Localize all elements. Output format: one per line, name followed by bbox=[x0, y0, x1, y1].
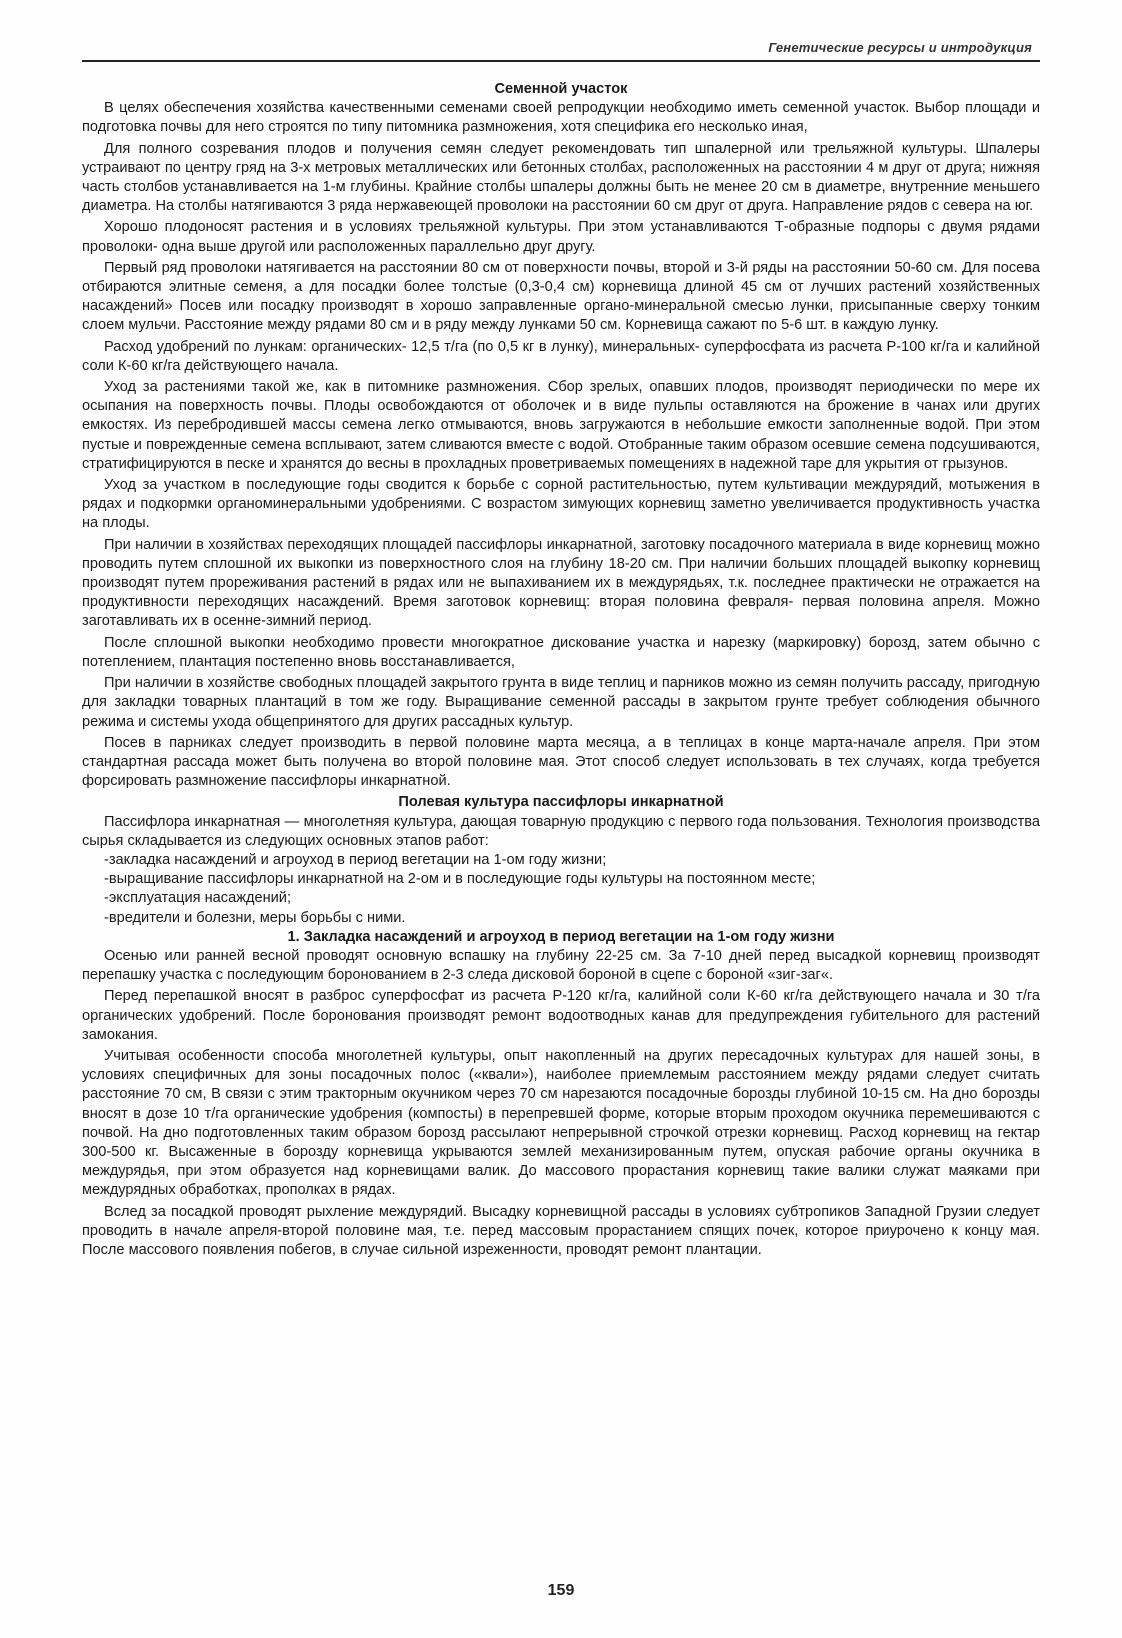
paragraph: Уход за растениями такой же, как в питомнике размножения. Сбор зрелых, опавших плодов, производят периодически по мере их осыпания на поверхность почвы. Плоды освобождаются от оболочек и в виде пульпы оставляются на брожение в чанах или других емкостях. Из перебродившей массы семена легко отмываются, вновь загружаются в небольшие емкости заполненные водой. При этом пустые и поврежденные семена всплывают, затем сливаются вместе с водой. Отобранные таким образом осевшие семена подсушиваются, стратифицируются в песке и хранятся до весны в прохладных проветриваемых помещениях в надежной таре для укрытия от грызунов. bbox=[82, 379, 1040, 472]
running-head: Генетические ресурсы и интродукция bbox=[768, 40, 1032, 55]
section-heading-seed-plot: Семенной участок bbox=[494, 81, 628, 97]
section-heading-planting: 1. Закладка насаждений и агроуход в период вегетации на 1-ом году жизни bbox=[287, 928, 835, 945]
list-item: -закладка насаждений и агроуход в период вегетации на 1-ом году жизни; bbox=[104, 851, 607, 868]
paragraph: Пассифлора инкарнатная — многолетняя культура, дающая товарную продукцию с первого года пользования. Технология производства сырья складывается из следующих основных этапов работ: bbox=[82, 813, 1040, 849]
paragraph: При наличии в хозяйствах переходящих площадей пассифлоры инкарнатной, заготовку посадочного материала в виде корневищ можно проводить путем сплошной их выкопки из поверхностного слоя на глубину 18-20 см. При наличии больших площадей выкопку корневищ производят путем прореживания растений в рядах или не выпахиванием их в междурядьях, т.к. последнее практически не отражается на продуктивности переходящих насаждений. Время заготовок корневищ: вторая половина февраля- первая половина апреля. Можно заготавливать их в осенне-зимний период. bbox=[82, 536, 1040, 630]
paragraph: Посев в парниках следует производить в первой половине марта месяца, а в теплицах в конце марта-начале апреля. При этом стандартная рассада может быть получена во второй половине мая. Этот способ следует использовать в тех случаях, когда требуется форсировать размножение пассифлоры инкарнатной. bbox=[82, 734, 1040, 790]
list-item: -вредители и болезни, меры борьбы с ними. bbox=[104, 909, 406, 926]
paragraph: Хорошо плодоносят растения и в условиях трельяжной культуры. При этом устанавливаются Т-образные подпоры с двумя рядами проволоки- одна выше другой или расположенных параллельно друг другу. bbox=[82, 219, 1040, 255]
paragraph: После сплошной выкопки необходимо провести многократное дискование участка и нарезку (маркировку) борозд, затем обычно с потеплением, плантация постепенно вновь восстанавливается, bbox=[82, 634, 1040, 670]
header-rule bbox=[82, 60, 1040, 62]
paragraph: Вслед за посадкой проводят рыхление междурядий. Высадку корневищной рассады в условиях субтропиков Западной Грузии следует проводить в начале апреля-второй половине мая, т.е. перед массовым прорастанием спящих почек, которое приурочено к концу мая. После массового появления побегов, в случае сильной изреженности, проводят ремонт плантации. bbox=[82, 1203, 1040, 1258]
list-item: -эксплуатация насаждений; bbox=[104, 890, 292, 907]
paragraph: Осенью или ранней весной проводят основную вспашку на глубину 22-25 см. За 7-10 дней перед высадкой корневищ производят перепашку участка с последующим боронованием в 2-3 следа дисковой бороной в сцепе с бороной «зиг-заг«. bbox=[82, 947, 1040, 984]
paragraph: Учитывая особенности способа многолетней культуры, опыт накопленный на других пересадочных культурах для нашей зоны, в условиях специфичных для зоны посадочных полос («квали»), наиболее приемлемым расстоянием между рядами следует считать расстояние 70 см, В связи с этим тракторным окучником через 70 см нарезаются посадочные борозды глубиной 10-15 см. На дно борозды вносят в дозе 10 т/га органические удобрения (компосты) в перепревшей форме, которые вторым проходом окучника перемешиваются с почвой. На дно подготовленных таким образом борозд рассылают непрерывной строчкой отрезки корневищ. Расход корневищ на гектар 300-500 кг. Высаженные в борозду корневища укрываются землей механизированным путем, опуская рабочие органы окучника в междурядья, при этом образуется над корневищами валик. До массового прорастания корневищ такие валики служат маяками при междурядных обработках, прополках в рядах. bbox=[82, 1047, 1040, 1199]
paragraph: В целях обеспечения хозяйства качественными семенами своей репродукции необходимо иметь семенной участок. Выбор площади и подготовка почвы для него строятся по типу питомника размножения, хотя специфика его несколько иная, bbox=[82, 100, 1040, 136]
paragraph: Уход за участком в последующие годы сводится к борьбе с сорной растительностью, путем культивации междурядий, мотыжения в рядах и подкормки органоминеральными удобрениями. С возрастом зимующих корневищ заметно увеличивается продуктивность участка на плоды. bbox=[82, 477, 1040, 532]
section-heading-field-culture: Полевая культура пассифлоры инкарнатной bbox=[398, 794, 724, 811]
paragraph: При наличии в хозяйстве свободных площадей закрытого грунта в виде теплиц и парников можно из семян получить рассаду, пригодную для закладки товарных плантаций в том же году. Выращивание семенной рассады в закрытом грунте требует соблюдения обычного режима и системы ухода общепринятого для других рассадных культур. bbox=[82, 675, 1040, 730]
page-number: 159 bbox=[547, 1582, 575, 1599]
list-item: -выращивание пассифлоры инкарнатной на 2-ом и в последующие годы культуры на постоянном месте; bbox=[104, 871, 816, 888]
paragraph: Перед перепашкой вносят в разброс суперфосфат из расчета Р-120 кг/га, калийной соли К-60 кг/га действующего начала и 30 т/га органических удобрений. После боронования производят ремонт водоотводных канав для предупреждения губительного для растений замокания. bbox=[82, 988, 1040, 1043]
page-body bbox=[82, 80, 1040, 1262]
paragraph: Для полного созревания плодов и получения семян следует рекомендовать тип шпалерной или трельяжной культуры. Шпалеры устраивают по центру гряд на 3-х метровых металлических или бетонных столбах, расположенных на расстоянии 4 м друг от друга; нижняя часть столбов устанавливается на 1-м глубины. Крайние столбы шпалеры должны быть не менее 20 см в диаметре, внутренние меньшего диаметра. На столбы натягиваются 3 ряда нержавеющей проволоки на расстоянии 60 см друг от друга. Направление рядов с севера на юг. bbox=[82, 140, 1040, 215]
paragraph: Расход удобрений по лункам: органических- 12,5 т/га (по 0,5 кг в лунку), минеральных- суперфосфата из расчета Р-100 кг/га и калийной соли К-60 кг/га действующего начала. bbox=[82, 338, 1040, 374]
paragraph: Первый ряд проволоки натягивается на расстоянии 80 см от поверхности почвы, второй и 3-й ряды на расстоянии 50-60 см. Для посева отбираются элитные семеня, а для посадки более толстые (0,3-0,4 см) корневища длиной 45 см от лучших растений хозяйственных насаждений» Посев или посадку производят в хорошо заправленные органо-минеральной смесью лунки, присыпанные сверху тонким слоем мульчи. Расстояние между рядами 80 см и в ряду между лунками 50 см. Корневища сажают по 5-6 шт. в каждую лунку. bbox=[82, 259, 1040, 334]
